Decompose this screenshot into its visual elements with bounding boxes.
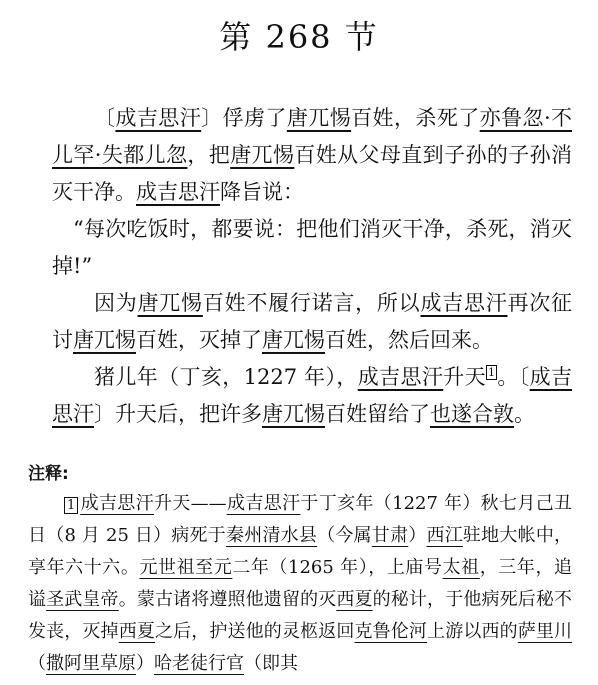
underlined-name: 克鲁伦河 — [354, 621, 428, 642]
text-segment: 〕升天后，把许多 — [94, 402, 262, 426]
text-segment: 升天—— — [154, 493, 227, 514]
note-marker: 1 — [64, 497, 78, 514]
text-segment: 升天 — [443, 365, 486, 389]
text-segment: 再次征讨 — [52, 291, 573, 352]
text-segment: 。 — [514, 402, 535, 426]
underlined-name: 元世祖 — [139, 557, 196, 578]
text-segment: 〕俘虏了 — [201, 106, 287, 130]
notes-section — [28, 488, 572, 680]
underlined-name: 萨里川 — [517, 621, 573, 642]
underlined-name: 西夏 — [118, 621, 155, 642]
underlined-name: 成吉思汗 — [80, 493, 154, 514]
text-segment: 驻地大帐中，享年六十六。 — [28, 525, 573, 578]
text-segment: ，把 — [187, 143, 231, 167]
underlined-name: 哈老徒行官 — [154, 653, 244, 674]
main-text — [52, 100, 572, 433]
paragraph — [52, 211, 572, 285]
underlined-name: 甘肃 — [371, 525, 409, 546]
text-segment: 百姓，然后回来。 — [325, 328, 493, 352]
underlined-name: 清水县 — [262, 525, 318, 546]
text-segment: 百姓留给了 — [325, 402, 430, 426]
text-segment: “每次吃饭时，都要说：把他们消灭干净，杀死，消灭掉!” — [52, 217, 572, 278]
text-segment: 的秘计，于他病死后秘不发丧，灭掉 — [28, 589, 573, 642]
underlined-name: 撒阿里草原 — [46, 653, 136, 674]
text-segment: 二年（1265 年），上庙号 — [232, 557, 443, 578]
paragraph — [52, 285, 572, 359]
text-segment: （即其 — [244, 653, 298, 674]
text-segment: 百姓，杀死了 — [351, 106, 480, 130]
text-segment: 〔 — [94, 106, 116, 130]
underlined-name: 西夏 — [336, 589, 373, 610]
underlined-name: 成吉思汗 — [420, 291, 508, 315]
underlined-name: 唐兀惕 — [73, 328, 136, 352]
underlined-name: 太祖 — [442, 557, 480, 578]
note-paragraph — [28, 488, 572, 680]
underlined-name: 唐兀惕 — [286, 106, 352, 130]
text-segment: ） — [408, 525, 427, 546]
text-segment: （ — [28, 653, 46, 674]
underlined-name: 也遂合敦 — [430, 402, 514, 426]
underlined-name: 唐兀惕 — [262, 328, 325, 352]
text-segment: 百姓，灭掉了 — [136, 328, 262, 352]
underlined-name: 成吉思汗 — [52, 365, 572, 426]
text-segment: 之后，护送他的灵柩返回 — [154, 621, 355, 642]
underlined-name: 圣武皇帝 — [46, 589, 119, 610]
section-title: 第 268 节 — [219, 18, 379, 56]
footnote-marker: 1 — [488, 366, 495, 379]
text-segment: 因为 — [94, 291, 138, 315]
text-segment: 猪儿年（丁亥，1227 年）， — [94, 365, 358, 389]
text-segment: ，三年，追谥 — [28, 557, 573, 610]
underlined-name: 成吉思汗 — [226, 493, 301, 514]
text-segment: 百姓从父母直到子孙的子孙消灭干净。 — [52, 143, 573, 204]
underlined-name: 唐兀惕 — [262, 402, 325, 426]
text-segment: 上游以西的 — [427, 621, 518, 642]
text-segment: ） — [136, 653, 154, 674]
text-segment: 百姓不履行诺言，所以 — [202, 291, 421, 315]
text-segment: 。〔 — [497, 365, 530, 389]
text-segment: 。蒙古诸将遵照他遗留的灭 — [118, 589, 337, 610]
notes-heading: 注释: — [28, 464, 69, 484]
underlined-name: 西江 — [426, 525, 463, 546]
paragraph — [52, 359, 572, 433]
underlined-name: 成吉思汗 — [115, 106, 202, 130]
underlined-name: 秦州 — [225, 525, 263, 546]
underlined-name: 成吉思汗 — [357, 365, 444, 389]
underlined-name: 唐兀惕 — [137, 291, 203, 315]
underlined-name: 唐兀惕 — [230, 143, 295, 167]
text-segment: （今属 — [317, 525, 372, 546]
underlined-name: 成吉思汗 — [136, 180, 220, 204]
underlined-name: 亦鲁忽·不儿罕·失都儿忽 — [52, 106, 573, 167]
paragraph — [52, 100, 572, 211]
text-segment: 降旨说： — [220, 180, 304, 204]
text-segment: 于丁亥年（1227 年）秋七月己丑日（8 月 25 日）病死于 — [28, 493, 573, 546]
underlined-name: 至元 — [195, 557, 233, 578]
